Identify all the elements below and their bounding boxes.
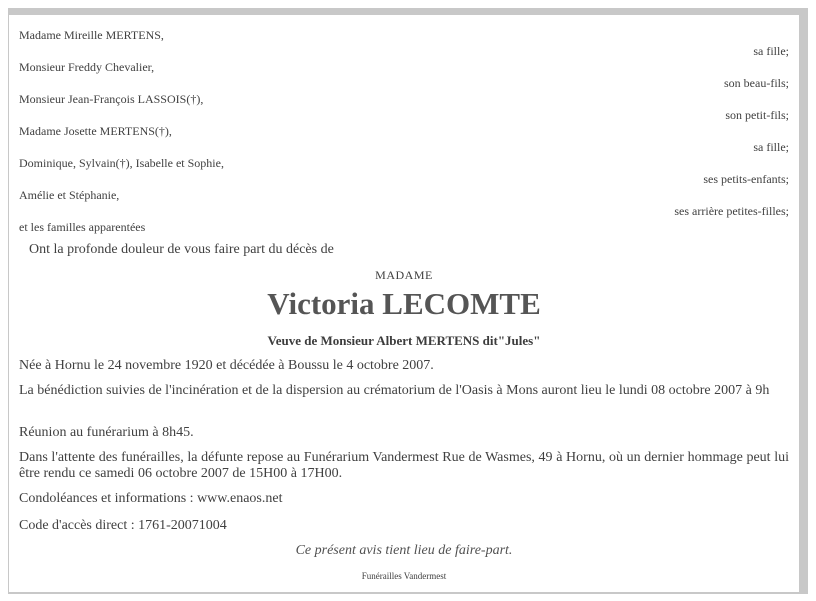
announcement: Ont la profonde douleur de vous faire part du décès de bbox=[29, 242, 334, 257]
relative-name: Amélie et Stéphanie, bbox=[19, 188, 120, 202]
relative-role: ses petits-enfants; bbox=[703, 172, 789, 186]
footer-signature: Funérailles Vandermest bbox=[361, 571, 447, 581]
relative-row bbox=[19, 60, 789, 92]
meeting-paragraph: Réunion au funérarium à 8h45. bbox=[19, 425, 194, 440]
relative-name: Dominique, Sylvain(†), Isabelle et Sophie, bbox=[19, 156, 224, 170]
relative-role: son beau-fils; bbox=[724, 76, 789, 90]
deceased-name: Victoria LECOMTE bbox=[267, 286, 541, 321]
relative-row bbox=[19, 124, 789, 156]
relative-row bbox=[19, 92, 789, 124]
relative-role: sa fille; bbox=[753, 140, 789, 154]
relative-name: Monsieur Jean-François LASSOIS(†), bbox=[19, 92, 204, 106]
relative-name: Monsieur Freddy Chevalier, bbox=[19, 60, 155, 74]
relative-name: Madame Mireille MERTENS, bbox=[19, 28, 164, 42]
ceremony-paragraph: La bénédiction suivies de l'incinération et de la dispersion au crématorium de l'Oasis à Mons auront lieu le lundi 08 octobre 2007 à 9h bbox=[19, 383, 770, 398]
death-notice bbox=[9, 15, 799, 592]
access-code-paragraph: Code d'accès direct : 1761-20071004 bbox=[19, 518, 227, 533]
relative-row bbox=[19, 188, 789, 220]
relative-role: ses arrière petites-filles; bbox=[674, 204, 789, 218]
condolences-paragraph: Condoléances et informations : www.enaos.net bbox=[19, 491, 283, 506]
funeral-home-paragraph: Dans l'attente des funérailles, la défunte repose au Funérarium Vandermest Rue de Wasmes, 49 à Hornu, où un dernier hommage peut lui être rendu ce samedi 06 octobre 2007 de 15H00 à 17H00. bbox=[19, 450, 789, 481]
relative-name: Madame Josette MERTENS(†), bbox=[19, 124, 172, 138]
notice-line: Ce présent avis tient lieu de faire-part. bbox=[295, 543, 513, 558]
honorific: MADAME bbox=[375, 268, 433, 282]
relative-row bbox=[19, 28, 789, 60]
relative-role: sa fille; bbox=[753, 44, 789, 58]
families-line: et les familles apparentées bbox=[19, 220, 146, 234]
relatives-list bbox=[19, 28, 789, 220]
relative-row bbox=[19, 156, 789, 188]
widow-line: Veuve de Monsieur Albert MERTENS dit"Jules" bbox=[267, 333, 541, 348]
relative-role: son petit-fils; bbox=[725, 108, 789, 122]
birth-death-paragraph: Née à Hornu le 24 novembre 1920 et décédée à Boussu le 4 octobre 2007. bbox=[19, 358, 434, 373]
